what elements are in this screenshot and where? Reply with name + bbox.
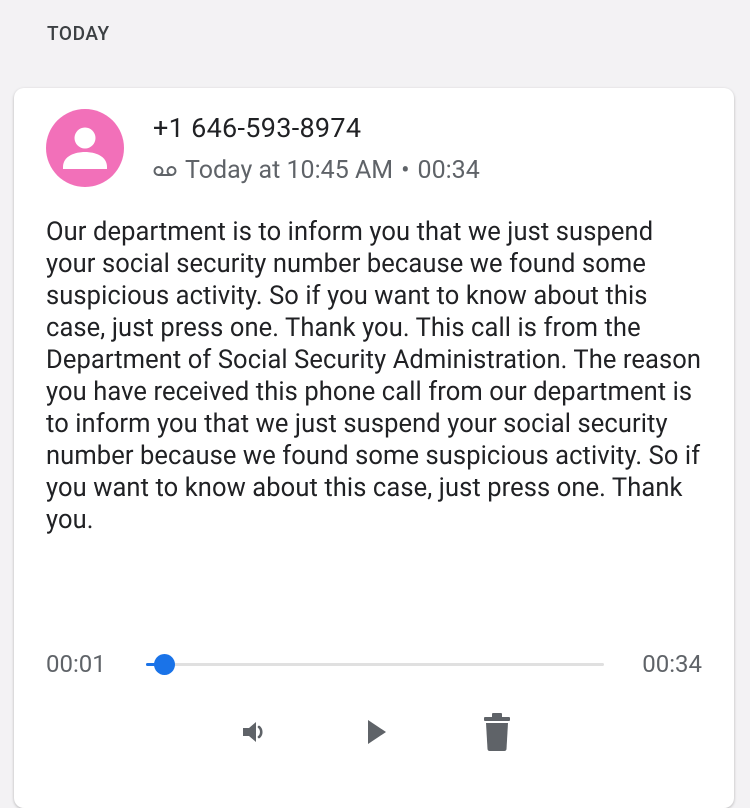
elapsed-time: 00:01: [46, 650, 106, 678]
voicemail-transcript: Our department is to inform you that we just suspend your social security number because we found some suspicious activity. So if you want to know about this case, just press one. Thank you. This call is from the Department of Social Security Administration. The reason you have received this phone call from our department is to inform you that we just suspend your social security number because we found some suspicious activity. So if you want to know about this case, just press one. Thank you.: [46, 217, 702, 535]
playback-controls: [14, 710, 734, 762]
caller-number: +1 646-593-8974: [153, 112, 362, 144]
seek-bar[interactable]: [146, 663, 604, 666]
audio-player: [46, 646, 706, 686]
voicemail-card: [14, 88, 734, 808]
avatar: [46, 109, 124, 187]
voicemail-meta: [153, 156, 480, 185]
section-header-today: TODAY: [47, 22, 110, 45]
seek-thumb[interactable]: [154, 654, 175, 675]
meta-separator: •: [401, 156, 410, 185]
delete-button[interactable]: [475, 710, 519, 754]
voicemail-date: Today at 10:45 AM: [185, 156, 394, 185]
voicemail-icon: [153, 164, 177, 178]
person-icon: [46, 109, 124, 187]
speaker-button[interactable]: [232, 710, 276, 754]
play-icon: [362, 717, 390, 747]
speaker-icon: [239, 717, 269, 747]
trash-icon: [483, 713, 511, 751]
play-button[interactable]: [354, 710, 398, 754]
voicemail-duration: 00:34: [417, 156, 480, 185]
total-time: 00:34: [642, 650, 702, 678]
